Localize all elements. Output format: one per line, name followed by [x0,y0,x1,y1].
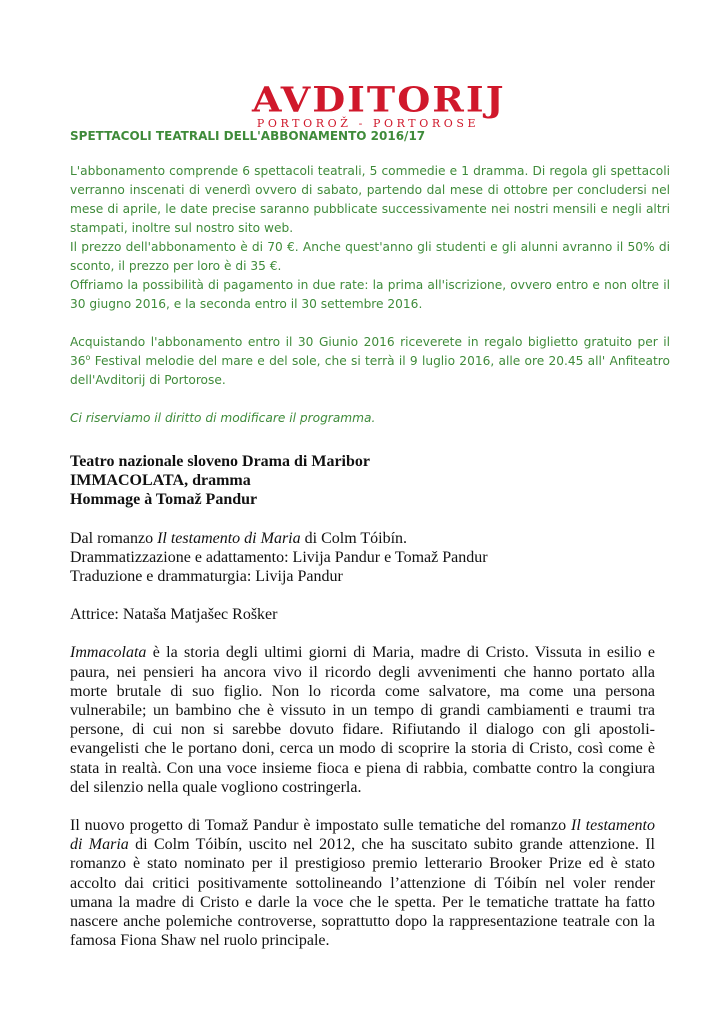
description-2-title: Il testamento di Maria [70,817,656,854]
ordinal-superscript: o [85,353,91,362]
program-note: Ci riserviamo il diritto di modificare il programma. [70,411,376,425]
intro-section [70,127,670,146]
credit-translation: Traduzione e drammaturgia: Livija Pandur [70,568,343,586]
description-1-text: è la storia degli ultimi giorni di Maria, madre di Cristo. Vissuta in esilio e paura, nei pensieri ha ancora vivo il ricordo degli avvenimenti che hanno portato alla morte brutale di suo figlio. Non lo ricorda come salvatore, ma come una persona vulnerabile; un bambino che è vissuto in un tempo di grandi cambiamenti e traumi tra persone, di cui non si sarebbe dovuto fidare. Rifiutando il dialogo con gli apostoli-evangelisti che le portano doni, cerca un modo di scoprire la storia di Cristo, così come è stata in realtà. Con una voce insieme fioca e piena di rabbia, combatte contro la congiura del silenzio nella quale vogliono costringerla. [70,644,655,796]
show-title: IMMACOLATA, dramma [70,472,251,490]
intro-paragraph-3: Offriamo la possibilità di pagamento in due rate: la prima all'iscrizione, ovvero entro e non oltre il 30 giugno 2016, e la seconda entro il 30 settembre 2016. [70,278,670,311]
logo-wordmark: AVDITORIJ [252,78,506,120]
intro-heading: SPETTACOLI TEATRALI DELL'ABBONAMENTO 2016/17 [70,129,426,143]
intro-body [70,162,670,428]
show-theatre: Teatro nazionale sloveno Drama di Maribor [70,453,370,470]
credit-actress: Attrice: Nataša Matjašec Rošker [70,606,278,624]
intro-paragraph-2: Il prezzo dell'abbonamento è di 70 €. Anche quest'anno gli studenti e gli alunni avranno il 50% di sconto, il prezzo per loro è di 35 €. [70,240,670,273]
description-2-text: di Colm Tóibín, uscito nel 2012, che ha suscitato subito grande attenzione. Il romanzo è stato nominato per il prestigioso premio letterario Brooker Prize ed è stato accolto dai critici positivamente sottolineando l’attenzione di Tóibín nel voler render umana la madre di Cristo e darle la voce che le spetta. Per le tematiche trattate ha fatto nascere anche polemiche controverse, soprattutto dopo la rappresentazione teatrale con la famosa Fiona Shaw nel ruolo principale. [70,836,656,950]
show-hommage: Hommage à Tomaž Pandur [70,491,258,509]
description-1-title: Immacolata [70,644,147,662]
festival-text-end: Festival melodie del mare e del sole, che si terrà il 9 luglio 2016, alle ore 20.45 all' Anfiteatro dell'Avditorij di Portorose. [70,354,670,387]
avditorij-logo [252,78,506,131]
description-2-prefix: Il nuovo progetto di Tomaž Pandur è impostato sulle tematiche del romanzo [70,817,571,835]
credit-novel-title: Il testamento di Maria [157,529,301,547]
credit-adaptation: Drammatizzazione e adattamento: Livija Pandur e Tomaž Pandur [70,548,488,566]
credit-novel-suffix: di Colm Tóibín. [300,529,408,547]
credit-novel-prefix: Dal romanzo [70,529,158,547]
show-section [70,452,655,950]
description-paragraph-1 [70,643,655,797]
intro-paragraph-1: L'abbonamento comprende 6 spettacoli teatrali, 5 commedie e 1 dramma. Di regola gli spettacoli verranno inscenati di venerdì ovvero di sabato, partendo dal mese di ottobre per concludersi nel mese di aprile, le date precise saranno pubblicate successivamente nei nostri mensili e negli altri stampati, inoltre sul nostro sito web. [70,164,670,235]
logo-subtitle: PORTOROŽ - PORTOROSE [256,117,480,130]
credit-novel [70,529,655,548]
festival-text-start: Acquistando l'abbonamento entro il 30 Giunio 2016 riceverete in regalo biglietto gratuito per il 36 [70,335,670,368]
description-paragraph-2 [70,816,655,950]
intro-paragraph-4 [70,333,670,390]
